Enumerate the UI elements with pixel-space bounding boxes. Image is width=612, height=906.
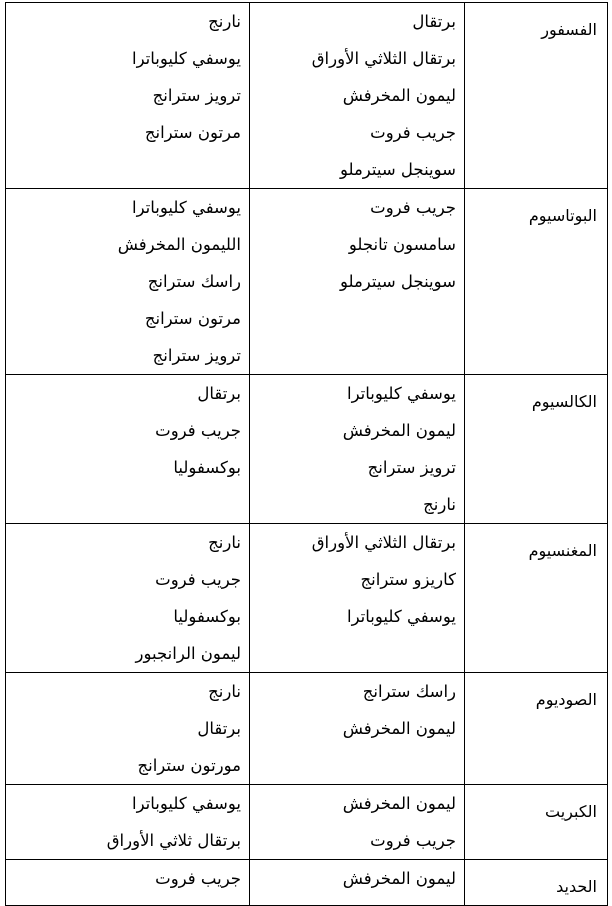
element-name: المغنسيوم [528,541,597,560]
rootstock-item: جريب فروت [370,123,456,142]
rootstock-cell-primary [250,673,465,785]
element-name: الحديد [556,877,597,896]
element-name: البوتاسيوم [528,206,597,225]
element-cell [465,375,608,524]
rootstock-list [250,785,464,859]
rootstock-item: جريب فروت [155,421,241,440]
element-name: الصوديوم [535,690,597,709]
rootstock-list [250,189,464,300]
element-cell [465,673,608,785]
rootstock-item: مرتون سترانج [144,123,241,142]
element-name: الفسفور [541,20,597,39]
rootstock-item: سوينجل سيترملو [339,272,456,291]
rootstock-cell-primary [250,189,465,375]
rootstock-item: نارنج [208,533,241,552]
rootstock-item: ترويز سترانج [152,346,241,365]
table-row [6,673,608,785]
rootstock-cell-secondary [6,673,250,785]
rootstock-item: يوسفي كليوباترا [346,384,456,403]
rootstock-list [6,375,249,486]
rootstock-cell-secondary [6,860,250,906]
rootstock-list [250,524,464,635]
rootstock-item: يوسفي كليوباترا [131,198,241,217]
rootstock-cell-primary [250,3,465,189]
rootstock-item: مورتون سترانج [137,756,241,775]
rootstock-item: ليمون المخرفش [342,719,456,738]
rootstock-cell-secondary [6,189,250,375]
nutrient-rootstock-table [5,2,608,906]
rootstock-cell-primary [250,375,465,524]
rootstock-item: برتقال الثلاثي الأوراق [311,533,456,552]
table-row [6,785,608,860]
rootstock-cell-secondary [6,524,250,673]
rootstock-item: راسك سترانج [362,682,456,701]
element-cell [465,524,608,673]
element-cell [465,189,608,375]
rootstock-item: ليمون المخرفش [342,421,456,440]
rootstock-item: ليمون الرانجبور [135,644,241,663]
rootstock-item: نارنج [208,12,241,31]
table-row [6,3,608,189]
table-row [6,375,608,524]
rootstock-item: برتقال الثلاثي الأوراق [311,49,456,68]
table-row [6,860,608,906]
rootstock-list [6,189,249,374]
rootstock-item: برتقال [412,12,456,31]
rootstock-list [250,3,464,188]
rootstock-item: ليمون المخرفش [342,794,456,813]
rootstock-item: يوسفي كليوباترا [131,794,241,813]
rootstock-item: برتقال [197,719,241,738]
rootstock-cell-primary [250,524,465,673]
rootstock-item: نارنج [423,495,456,514]
rootstock-item: جريب فروت [155,570,241,589]
rootstock-item: جريب فروت [155,869,241,888]
rootstock-cell-primary [250,860,465,906]
table-body [6,3,608,906]
rootstock-item: برتقال ثلاثي الأوراق [106,831,241,850]
rootstock-item: مرتون سترانج [144,309,241,328]
rootstock-list [6,3,249,151]
rootstock-list [6,860,249,897]
element-cell [465,860,608,906]
rootstock-item: ترويز سترانج [367,458,456,477]
element-cell [465,3,608,189]
rootstock-item: جريب فروت [370,831,456,850]
table-row [6,524,608,673]
rootstock-cell-secondary [6,375,250,524]
rootstock-item: بوكسفوليا [173,458,241,477]
rootstock-item: ليمون المخرفش [342,869,456,888]
rootstock-list [6,785,249,859]
rootstock-list [250,375,464,523]
rootstock-item: برتقال [197,384,241,403]
rootstock-item: سوينجل سيترملو [339,160,456,179]
rootstock-item: ليمون المخرفش [342,86,456,105]
rootstock-item: الليمون المخرفش [117,235,241,254]
rootstock-list [250,860,464,897]
rootstock-item: جريب فروت [370,198,456,217]
rootstock-item: كاريزو سترانج [360,570,456,589]
element-name: الكالسيوم [531,392,597,411]
rootstock-cell-primary [250,785,465,860]
rootstock-cell-secondary [6,3,250,189]
rootstock-item: ترويز سترانج [152,86,241,105]
element-name: الكبريت [545,802,597,821]
element-cell [465,785,608,860]
rootstock-item: سامسون تانجلو [348,235,456,254]
table-row [6,189,608,375]
rootstock-item: نارنج [208,682,241,701]
rootstock-cell-secondary [6,785,250,860]
rootstock-item: راسك سترانج [147,272,241,291]
rootstock-list [6,524,249,672]
rootstock-list [250,673,464,747]
rootstock-item: يوسفي كليوباترا [131,49,241,68]
rootstock-item: بوكسفوليا [173,607,241,626]
rootstock-item: يوسفي كليوباترا [346,607,456,626]
rootstock-list [6,673,249,784]
